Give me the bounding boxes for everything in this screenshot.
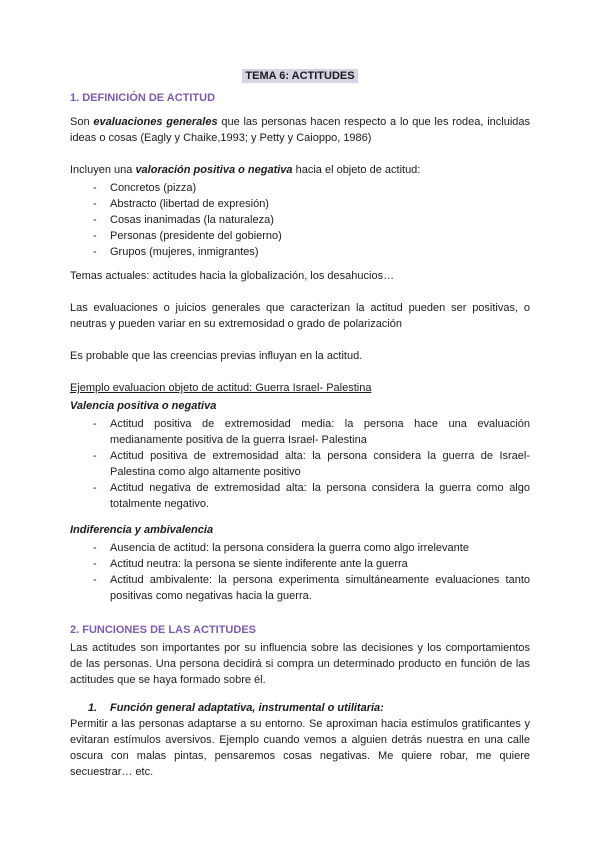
paragraph-definition-post: que las personas hacen respecto a lo que les rodea, incluidas ideas o cosas (Eagly y Chaike,1993; y Petty y Caioppo, 1986) <box>70 116 531 144</box>
paragraph-evaluaciones: Las evaluaciones o juicios generales que caracterizan la actitud pueden ser positivas, o neutras y pueden variar en su extremosidad o grado de polarización <box>70 302 530 330</box>
list-item <box>70 480 530 512</box>
section-2-heading: 2. FUNCIONES DE LAS ACTITUDES <box>70 624 256 636</box>
list-item <box>70 212 530 228</box>
number-marker: 1. <box>88 702 98 714</box>
list-item-text: Actitud positiva de extremosidad media: la persona hace una evaluación medianamente positiva de la guerra Israel- Palestina <box>110 418 530 446</box>
dash-marker: - <box>93 182 97 194</box>
indiferencia-bullet-list <box>70 540 530 604</box>
dash-marker: - <box>93 574 97 586</box>
list-item <box>70 556 530 572</box>
list-item-text: Grupos (mujeres, inmigrantes) <box>110 246 259 258</box>
numbered-item-1 <box>70 700 530 716</box>
dash-marker: - <box>93 558 97 570</box>
dash-marker: - <box>93 482 97 494</box>
example-heading: Ejemplo evaluacion objeto de actitud: Guerra Israel- Palestina <box>70 382 372 394</box>
paragraph-definition-pre: Son <box>70 116 94 128</box>
numbered-item-label: Función general adaptativa, instrumental o utilitaria: <box>110 702 384 714</box>
list-item-text: Concretos (pizza) <box>110 182 197 194</box>
list-item-text: Actitud ambivalente: la persona experimenta simultáneamente evaluaciones tanto positivas como negativas hacia la guerra. <box>110 574 530 602</box>
list-item <box>70 540 530 556</box>
paragraph-valoracion-emphasis: valoración positiva o negativa <box>135 164 293 176</box>
section-1-heading: 1. DEFINICIÓN DE ACTITUD <box>70 92 216 104</box>
list-item <box>70 244 530 260</box>
dash-marker: - <box>93 542 97 554</box>
paragraph-valoracion-post: hacia el objeto de actitud: <box>292 164 421 176</box>
paragraph-funciones-intro: Las actitudes son importantes por su influencia sobre las decisiones y los comportamientos de las personas. Una persona decidirá si compra un determinado producto en función de las actitudes que se haya formado sobre él. <box>70 642 530 686</box>
valencia-bullet-list <box>70 416 530 512</box>
paragraph-valoracion <box>70 162 530 178</box>
dash-marker: - <box>93 214 97 226</box>
list-item-text: Personas (presidente del gobierno) <box>110 230 282 242</box>
valencia-heading: Valencia positiva o negativa <box>70 400 217 412</box>
list-item <box>70 180 530 196</box>
dash-marker: - <box>93 198 97 210</box>
list-item <box>70 416 530 448</box>
paragraph-valoracion-pre: Incluyen una <box>70 164 136 176</box>
paragraph-definition <box>70 114 530 146</box>
list-item <box>70 572 530 604</box>
dash-marker: - <box>93 246 97 258</box>
list-item-text: Abstracto (libertad de expresión) <box>110 198 269 210</box>
list-item-text: Actitud negativa de extremosidad alta: la persona considera la guerra como algo totalmente negativo. <box>110 482 530 510</box>
spacer <box>70 612 530 622</box>
paragraph-funcion-adaptativa: Permitir a las personas adaptarse a su entorno. Se aproximan hacia estímulos gratificantes y evitaran estímulos aversivos. Ejemplo cuando vemos a alguien detrás nuestra en una calle oscura con malas pintas, pensaremos cosas negativas. Me quiere robar, me quiere secuestrar… etc. <box>70 718 530 778</box>
document-title-highlight: TEMA 6: ACTITUDES <box>242 69 357 83</box>
paragraph-temas-actuales: Temas actuales: actitudes hacia la globalización, los desahucios… <box>70 270 395 282</box>
list-item-text: Cosas inanimadas (la naturaleza) <box>110 214 274 226</box>
paragraph-definition-emphasis: evaluaciones generales <box>93 116 218 128</box>
paragraph-creencias: Es probable que las creencias previas influyan en la actitud. <box>70 350 363 362</box>
object-bullet-list <box>70 180 530 260</box>
dash-marker: - <box>93 418 97 430</box>
indiferencia-heading: Indiferencia y ambivalencia <box>70 524 214 536</box>
list-item <box>70 196 530 212</box>
list-item-text: Ausencia de actitud: la persona considera la guerra como algo irrelevante <box>110 542 469 554</box>
list-item-text: Actitud neutra: la persona se siente indiferente ante la guerra <box>110 558 408 570</box>
dash-marker: - <box>93 450 97 462</box>
dash-marker: - <box>93 230 97 242</box>
list-item-text: Actitud positiva de extremosidad alta: la persona considera la guerra de Israel- Palestina como algo altamente positivo <box>110 450 530 478</box>
list-item <box>70 448 530 480</box>
list-item <box>70 228 530 244</box>
document-title <box>70 68 530 84</box>
